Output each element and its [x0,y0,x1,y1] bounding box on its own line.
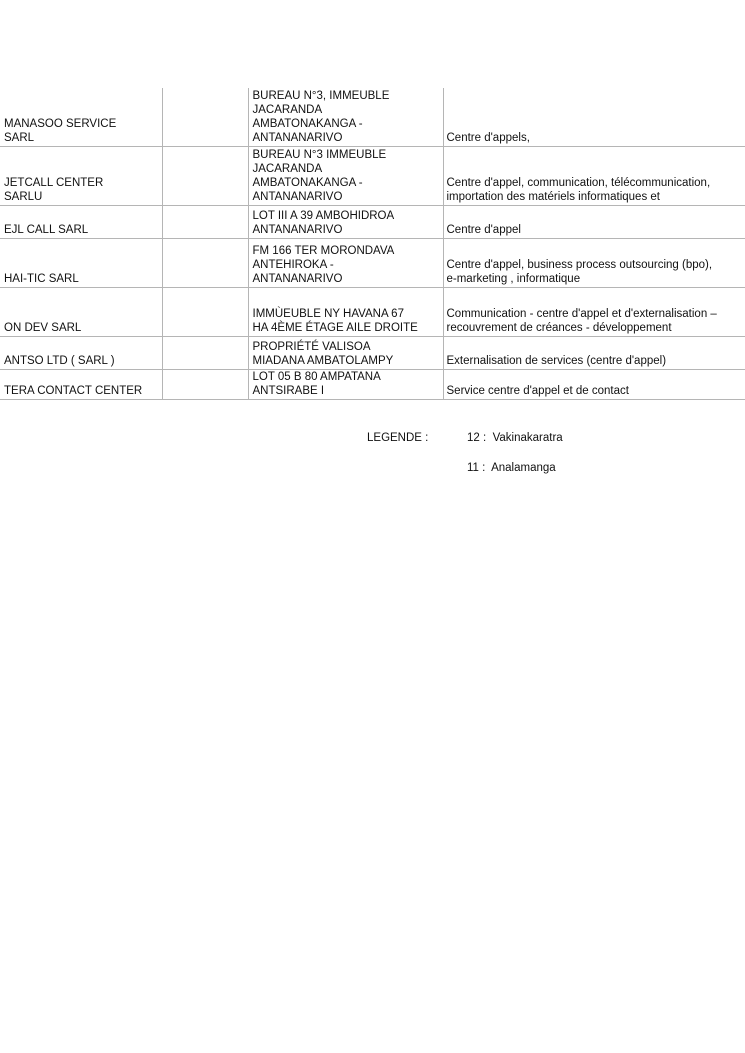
company-name-cell: JETCALL CENTER SARLU [0,146,162,205]
empty-cell [162,369,248,399]
legend-code: 11 : [467,462,486,474]
empty-cell [162,146,248,205]
legend-label: Analamanga [491,462,556,474]
empty-cell [162,205,248,238]
address-cell: BUREAU N°3, IMMEUBLE JACARANDA AMBATONAKANGA - ANTANANARIVO [248,88,443,146]
address-cell: LOT III A 39 AMBOHIDROA ANTANANARIVO [248,205,443,238]
company-name-cell: ANTSO LTD ( SARL ) [0,336,162,369]
empty-cell [162,336,248,369]
table-row [0,146,745,205]
activity-cell: Externalisation de services (centre d'appel) [443,336,745,369]
empty-cell [162,238,248,287]
table-row [0,369,745,399]
activity-cell: Centre d'appel, communication, télécommunication, importation des matériels informatiques et [443,146,745,205]
company-name-cell: EJL CALL SARL [0,205,162,238]
empty-cell [162,88,248,146]
activity-cell: Communication - centre d'appel et d'externalisation – recouvrement de créances - développement [443,287,745,336]
company-table [0,88,745,400]
activity-cell: Centre d'appel, business process outsourcing (bpo), e-marketing , informatique [443,238,745,287]
activity-cell: Centre d'appel [443,205,745,238]
company-name-cell: ON DEV SARL [0,287,162,336]
table-row [0,238,745,287]
legend-title: LEGENDE : [367,432,429,444]
legend-item [467,431,563,445]
activity-cell: Service centre d'appel et de contact [443,369,745,399]
company-name-cell: MANASOO SERVICE SARL [0,88,162,146]
company-name-cell: HAI-TIC SARL [0,238,162,287]
empty-cell [162,287,248,336]
company-name-cell: TERA CONTACT CENTER [0,369,162,399]
address-cell: PROPRIÉTÉ VALISOA MIADANA AMBATOLAMPY [248,336,443,369]
table-row [0,336,745,369]
table-row [0,88,745,146]
address-cell: IMMÙEUBLE NY HAVANA 67 HA 4ÈME ÉTAGE AILE DROITE [248,287,443,336]
address-cell: FM 166 TER MORONDAVA ANTEHIROKA - ANTANANARIVO [248,238,443,287]
legend-code: 12 : [467,432,487,444]
activity-cell: Centre d'appels, [443,88,745,146]
address-cell: LOT 05 B 80 AMPATANA ANTSIRABE I [248,369,443,399]
legend-label: Vakinakaratra [492,432,563,444]
legend-item [467,461,556,475]
table-row [0,205,745,238]
table-row [0,287,745,336]
address-cell: BUREAU N°3 IMMEUBLE JACARANDA AMBATONAKANGA - ANTANANARIVO [248,146,443,205]
